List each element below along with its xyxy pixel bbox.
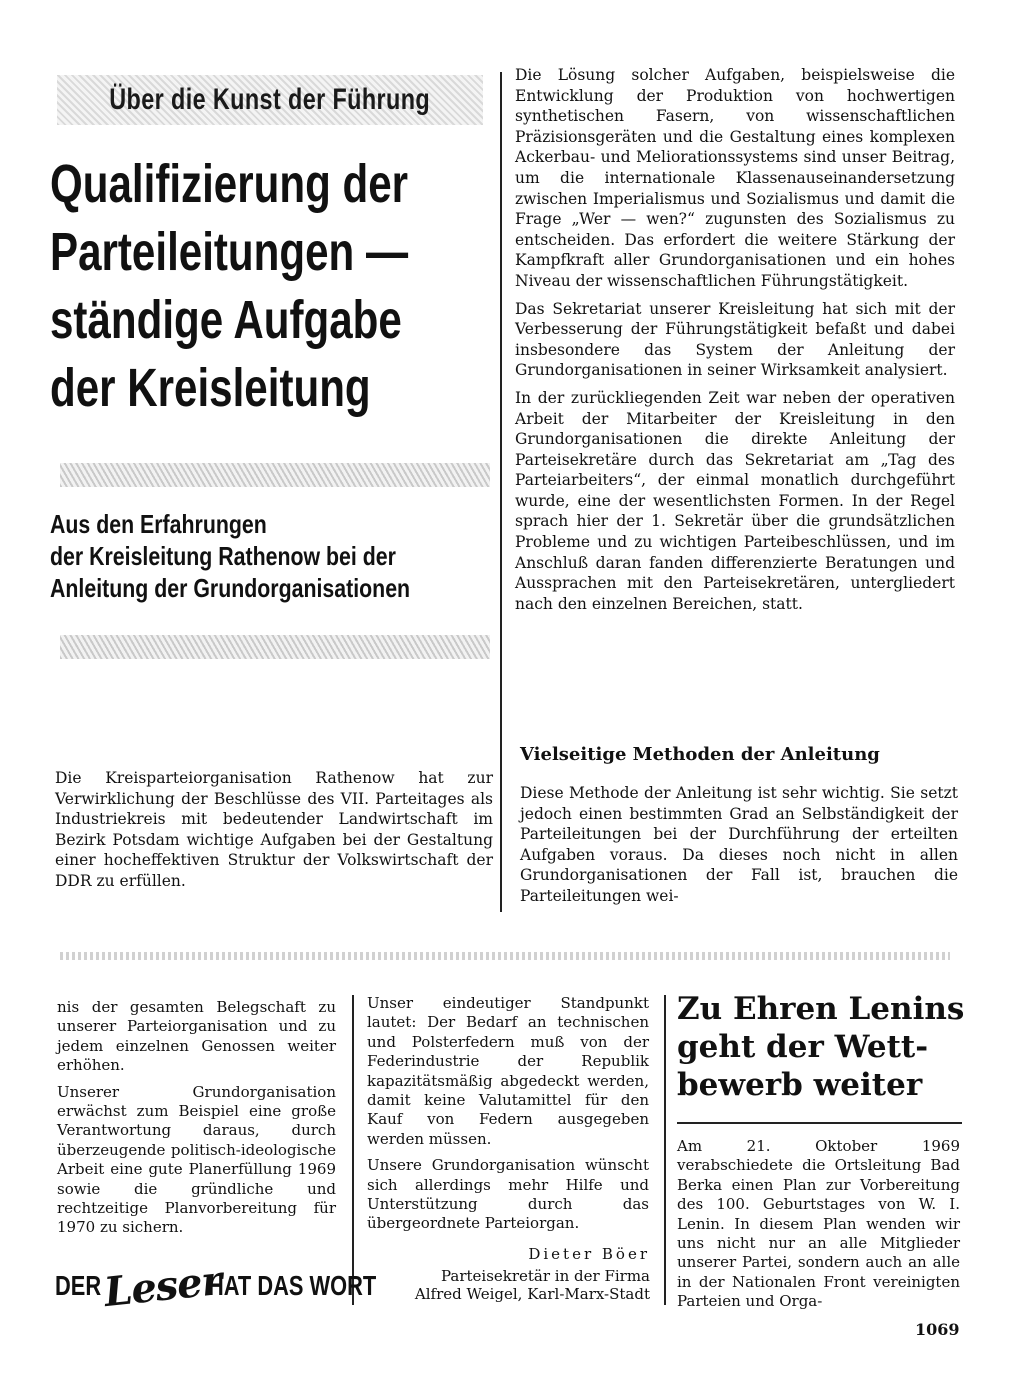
- intro-paragraph: Die Kreisparteiorganisation Rathenow hat zur Verwirklichung der Beschlüsse des VII. Parteitages als Industriekreis mit bedeutender Landwirtschaft im Bezirk Potsdam wichtige Aufgaben bei der Gestaltung einer hocheffektiven Struktur der Volkswirtschaft der DDR zu erfüllen.: [55, 769, 493, 890]
- column-rule: [500, 72, 502, 912]
- author-name: Dieter Böer: [528, 1245, 650, 1263]
- lenin-heading-line: bewerb weiter: [677, 1067, 923, 1103]
- main-headline: [50, 150, 490, 422]
- lenin-rule: [677, 1122, 962, 1124]
- paragraph: Das Sekretariat unserer Kreisleitung hat sich mit der Verbesserung der Führungstätigkeit befaßt und dabei insbesondere das System der Anleitung der Grundorganisationen in seiner Wirksamkeit analysiert.: [515, 299, 955, 380]
- paragraph: Am 21. Oktober 1969 verabschiedete die Ortsleitung Bad Berka einen Plan zur Vorbereitung des 100. Geburtstages von W. I. Lenin. In diesem Plan wenden wir uns nicht nur an alle Mitglieder unserer Partei, sondern auch an alle in der Nationalen Front vereinigten Parteien und Orga-: [677, 1137, 960, 1311]
- lenin-heading: [677, 990, 967, 1104]
- headline-line: Parteileitungen —: [50, 222, 409, 282]
- column-rule: [352, 995, 354, 1305]
- paragraph: Die Lösung solcher Aufgaben, beispielsweise die Entwicklung der Produktion von hochwertigen synthetischen Fasern, von wissenschaftlichen Präzisionsgeräten und die Gestaltung eines komplexen Ackerbau- und Meliorationssystems sind unser Beitrag, um die internationale Klassenauseinandersetzung zwischen Imperialismus und Sozialismus und damit die Frage „Wer — wen?“ zugunsten des Sozialismus zu entscheiden. Das erfordert die weitere Stärkung der Kampfkraft aller Grundorganisationen und ein hohes Niveau der wissenschaftlichen Führungstätigkeit.: [515, 66, 955, 290]
- paragraph: nis der gesamten Belegschaft zu unserer Parteiorganisation und zu jedem einzelnen Genossen weiter erhöhen.: [57, 998, 336, 1075]
- lenin-heading-line: Zu Ehren Lenins: [677, 991, 965, 1027]
- right-column-text-2: [520, 783, 958, 914]
- subhead-line: Aus den Erfahrungen: [50, 509, 267, 539]
- hatch-divider: [60, 463, 490, 487]
- subheadline: [50, 508, 500, 604]
- author-role: Parteisekretär in der Firma: [440, 1267, 650, 1285]
- paragraph: Unsere Grundorganisation wünscht sich allerdings mehr Hilfe und Unterstützung durch das übergeordnete Parteiorgan.: [367, 1156, 649, 1233]
- logo-word: DER: [55, 1270, 102, 1301]
- headline-line: Qualifizierung der: [50, 154, 409, 214]
- section-separator: [60, 952, 950, 960]
- headline-line: ständige Aufgabe: [50, 290, 402, 350]
- kicker-text: Über die Kunst der Führung: [109, 83, 431, 116]
- logo-script-word: Leser: [101, 1256, 224, 1316]
- paragraph: Unser eindeutiger Standpunkt lautet: Der Bedarf an technischen und Polsterfedern muß von der Federindustrie der Republik kapazitätsmäßig abgedeckt werden, damit keine Valutamittel für den Kauf von Federn ausgegeben werden müssen.: [367, 994, 649, 1148]
- logo-word: HAT DAS WORT: [207, 1270, 376, 1301]
- leser-hat-das-wort-logo: [55, 1256, 376, 1316]
- page-number: 1069: [915, 1320, 960, 1339]
- paragraph: Diese Methode der Anleitung ist sehr wichtig. Sie setzt jedoch einen bestimmten Grad an Selbständigkeit der Parteileitungen bei der Durchführung der erteilten Aufgaben voraus. Da dieses noch nicht in allen Grundorganisationen der Fall ist, brauchen die Parteileitungen wei-: [520, 784, 958, 905]
- subhead-line: der Kreisleitung Rathenow bei der: [50, 541, 396, 571]
- lenin-text: [677, 1137, 960, 1319]
- right-column-text: [515, 65, 955, 621]
- lenin-heading-line: geht der Wett-: [677, 1029, 929, 1065]
- letter-signature: [365, 1245, 650, 1303]
- column-rule: [664, 995, 666, 1305]
- author-company: Alfred Weigel, Karl-Marx-Stadt: [414, 1285, 650, 1303]
- paragraph: In der zurückliegenden Zeit war neben der operativen Arbeit der Mitarbeiter der Kreisleitung in den Grundorganisationen die direkte Anleitung der Parteisekretäre durch das Sekretariat am „Tag des Parteiarbeiters“, der einmal monatlich durchgeführt wurde, eine der wesentlichsten Formen. In der Regel sprach hier der 1. Sekretär über die grundsätzlichen Probleme und zu wichtigen Parteibeschlüssen, und im Anschluß daran fanden differenzierte Beratungen und Aussprachen mit den Parteisekretären, untergliedert nach den einzelnen Bereichen, statt.: [515, 388, 955, 613]
- kicker-banner: [57, 75, 483, 125]
- letter-column-2: [367, 994, 649, 1241]
- headline-line: der Kreisleitung: [50, 358, 371, 418]
- hatch-divider: [60, 635, 490, 659]
- letter-column-1: [57, 998, 336, 1245]
- subhead-line: Anleitung der Grundorganisationen: [50, 573, 411, 603]
- section-heading: Vielseitige Methoden der Anleitung: [520, 744, 880, 765]
- paragraph: Unserer Grundorganisation erwächst zum Beispiel eine große Verantwortung daraus, durch überzeugende politisch-ideologische Arbeit eine gute Planerfüllung 1969 sowie die gründliche und rechtzeitige Planvorbereitung für 1970 zu sichern.: [57, 1082, 336, 1237]
